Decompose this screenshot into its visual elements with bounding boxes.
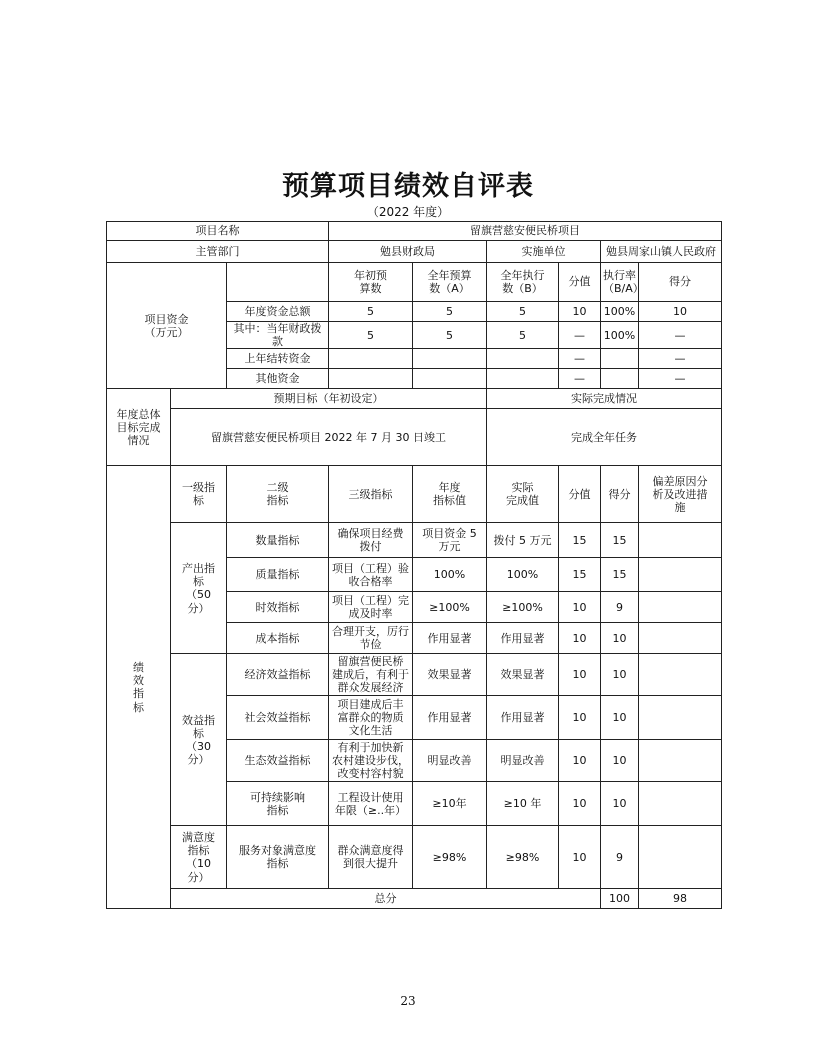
- dept-label: 主管部门: [107, 241, 329, 263]
- indicators-col-actual: 实际 完成值: [487, 466, 559, 523]
- funds-row-executed: [487, 349, 559, 369]
- funds-row-score: —: [639, 349, 722, 369]
- indicators-col-value: 分值: [559, 466, 601, 523]
- indicator-level3: 项目建成后丰 富群众的物质 文化生活: [329, 696, 413, 740]
- funds-row-rate: [601, 349, 639, 369]
- indicator-value: 10: [559, 592, 601, 623]
- indicator-reason: [639, 782, 722, 826]
- indicator-level3: 合理开支，厉行 节俭: [329, 623, 413, 654]
- indicator-score: 9: [601, 826, 639, 889]
- funds-row-value: —: [559, 369, 601, 389]
- funds-row-executed: [487, 369, 559, 389]
- indicators-col-reason: 偏差原因分 析及改进措 施: [639, 466, 722, 523]
- indicator-actual: 100%: [487, 558, 559, 592]
- indicator-score: 10: [601, 782, 639, 826]
- indicator-actual: ≥100%: [487, 592, 559, 623]
- project-name-row: [107, 222, 722, 241]
- indicator-level2: 时效指标: [227, 592, 329, 623]
- indicator-level2: 服务对象满意度 指标: [227, 826, 329, 889]
- indicator-row: [107, 654, 722, 696]
- project-name-label: 项目名称: [107, 222, 329, 241]
- indicator-level3: 项目（工程）完 成及时率: [329, 592, 413, 623]
- indicator-target: ≥100%: [413, 592, 487, 623]
- project-name-value: 留旗营慈安便民桥项目: [329, 222, 722, 241]
- indicator-level2: 成本指标: [227, 623, 329, 654]
- indicator-level2: 生态效益指标: [227, 740, 329, 782]
- indicator-target: ≥98%: [413, 826, 487, 889]
- document-title: 预算项目绩效自评表: [282, 171, 534, 202]
- goals-label: 年度总体 目标完成 情况: [107, 389, 171, 466]
- indicator-value: 10: [559, 740, 601, 782]
- indicator-level2: 可持续影响 指标: [227, 782, 329, 826]
- indicator-value: 10: [559, 623, 601, 654]
- indicator-value: 10: [559, 782, 601, 826]
- indicator-reason: [639, 696, 722, 740]
- indicator-row: [107, 523, 722, 558]
- funds-row-value: 10: [559, 302, 601, 322]
- goals-expected-label: 预期目标（年初设定）: [171, 389, 487, 409]
- indicator-reason: [639, 623, 722, 654]
- indicator-level2: 社会效益指标: [227, 696, 329, 740]
- funds-row-score: —: [639, 369, 722, 389]
- funds-col-executed: 全年执行 数（B）: [487, 263, 559, 302]
- funds-row-full: [413, 349, 487, 369]
- funds-col-score: 得分: [639, 263, 722, 302]
- goals-actual-text: 完成全年任务: [487, 409, 722, 466]
- indicators-header-row: [107, 466, 722, 523]
- funds-row-name: 其他资金: [227, 369, 329, 389]
- funds-row-rate: 100%: [601, 322, 639, 349]
- indicator-reason: [639, 654, 722, 696]
- total-score: 98: [639, 889, 722, 909]
- dept-value: 勉县财政局: [329, 241, 487, 263]
- indicator-level1-output: 产出指 标 （50 分）: [171, 523, 227, 654]
- indicator-actual: ≥98%: [487, 826, 559, 889]
- funds-row-value: —: [559, 322, 601, 349]
- indicator-actual: 作用显著: [487, 623, 559, 654]
- goals-content-row: [107, 409, 722, 466]
- indicator-reason: [639, 523, 722, 558]
- funds-row-full: 5: [413, 322, 487, 349]
- indicator-score: 15: [601, 558, 639, 592]
- indicator-level2: 数量指标: [227, 523, 329, 558]
- funds-row-name: 其中：当年财政拨款: [227, 322, 329, 349]
- indicator-value: 15: [559, 523, 601, 558]
- indicator-level3: 工程设计使用 年限（≥..年）: [329, 782, 413, 826]
- department-row: [107, 241, 722, 263]
- funds-row-name: 上年结转资金: [227, 349, 329, 369]
- funds-row-initial: [329, 349, 413, 369]
- indicator-score: 10: [601, 696, 639, 740]
- indicator-level3: 有利于加快新 农村建设步伐， 改变村容村貌: [329, 740, 413, 782]
- funds-col-initial: 年初预 算数: [329, 263, 413, 302]
- funds-row-rate: 100%: [601, 302, 639, 322]
- indicators-col-target: 年度 指标值: [413, 466, 487, 523]
- indicator-target: 明显改善: [413, 740, 487, 782]
- indicator-score: 10: [601, 623, 639, 654]
- indicator-reason: [639, 592, 722, 623]
- page-number: 23: [400, 994, 416, 1008]
- indicators-col-score: 得分: [601, 466, 639, 523]
- goals-expected-text: 留旗营慈安便民桥项目 2022 年 7 月 30 日竣工: [171, 409, 487, 466]
- indicator-row: [107, 826, 722, 889]
- indicator-score: 9: [601, 592, 639, 623]
- indicator-level2: 经济效益指标: [227, 654, 329, 696]
- funds-row-name: 年度资金总额: [227, 302, 329, 322]
- indicator-level3: 项目（工程）验 收合格率: [329, 558, 413, 592]
- indicator-score: 10: [601, 740, 639, 782]
- indicator-target: 作用显著: [413, 623, 487, 654]
- funds-row-full: [413, 369, 487, 389]
- indicator-actual: 作用显著: [487, 696, 559, 740]
- funds-col-full-year: 全年预算 数（A）: [413, 263, 487, 302]
- total-row: [107, 889, 722, 909]
- indicator-reason: [639, 740, 722, 782]
- indicator-target: ≥10年: [413, 782, 487, 826]
- funds-label: 项目资金 （万元）: [107, 263, 227, 389]
- indicator-actual: ≥10 年: [487, 782, 559, 826]
- indicator-target: 作用显著: [413, 696, 487, 740]
- indicator-target: 效果显著: [413, 654, 487, 696]
- funds-col-score-value: 分值: [559, 263, 601, 302]
- indicator-level1-satisfaction: 满意度 指标 （10 分）: [171, 826, 227, 889]
- funds-header-row: [107, 263, 722, 302]
- document-subtitle: （2022 年度）: [366, 205, 450, 219]
- indicator-level3: 留旗营便民桥 建成后，有利于 群众发展经济: [329, 654, 413, 696]
- total-label: 总分: [171, 889, 601, 909]
- funds-row-initial: 5: [329, 302, 413, 322]
- indicator-reason: [639, 558, 722, 592]
- indicators-col-level3: 三级指标: [329, 466, 413, 523]
- indicators-col-level1: 一级指 标: [171, 466, 227, 523]
- funds-row-value: —: [559, 349, 601, 369]
- indicators-col-level2: 二级 指标: [227, 466, 329, 523]
- indicator-score: 15: [601, 523, 639, 558]
- funds-row-executed: 5: [487, 302, 559, 322]
- funds-row-initial: 5: [329, 322, 413, 349]
- indicator-value: 10: [559, 696, 601, 740]
- indicator-value: 10: [559, 654, 601, 696]
- evaluation-table: [106, 221, 722, 909]
- indicator-level1-benefit: 效益指 标 （30 分）: [171, 654, 227, 826]
- indicator-level3: 群众满意度得 到很大提升: [329, 826, 413, 889]
- indicators-label: 绩 效 指 标: [107, 466, 171, 909]
- goals-header-row: [107, 389, 722, 409]
- indicator-actual: 明显改善: [487, 740, 559, 782]
- impl-value: 勉县周家山镇人民政府: [601, 241, 722, 263]
- indicator-score: 10: [601, 654, 639, 696]
- indicator-target: 项目资金 5 万元: [413, 523, 487, 558]
- indicator-target: 100%: [413, 558, 487, 592]
- funds-row-score: —: [639, 322, 722, 349]
- funds-row-rate: [601, 369, 639, 389]
- indicator-value: 15: [559, 558, 601, 592]
- indicator-actual: 拨付 5 万元: [487, 523, 559, 558]
- indicator-value: 10: [559, 826, 601, 889]
- impl-label: 实施单位: [487, 241, 601, 263]
- indicator-reason: [639, 826, 722, 889]
- goals-actual-label: 实际完成情况: [487, 389, 722, 409]
- indicator-level2: 质量指标: [227, 558, 329, 592]
- total-value: 100: [601, 889, 639, 909]
- indicator-level3: 确保项目经费 拨付: [329, 523, 413, 558]
- funds-row-full: 5: [413, 302, 487, 322]
- indicator-actual: 效果显著: [487, 654, 559, 696]
- funds-row-initial: [329, 369, 413, 389]
- funds-row-score: 10: [639, 302, 722, 322]
- funds-row-executed: 5: [487, 322, 559, 349]
- funds-col-rate: 执行率 （B/A）: [601, 263, 639, 302]
- funds-header-blank: [227, 263, 329, 302]
